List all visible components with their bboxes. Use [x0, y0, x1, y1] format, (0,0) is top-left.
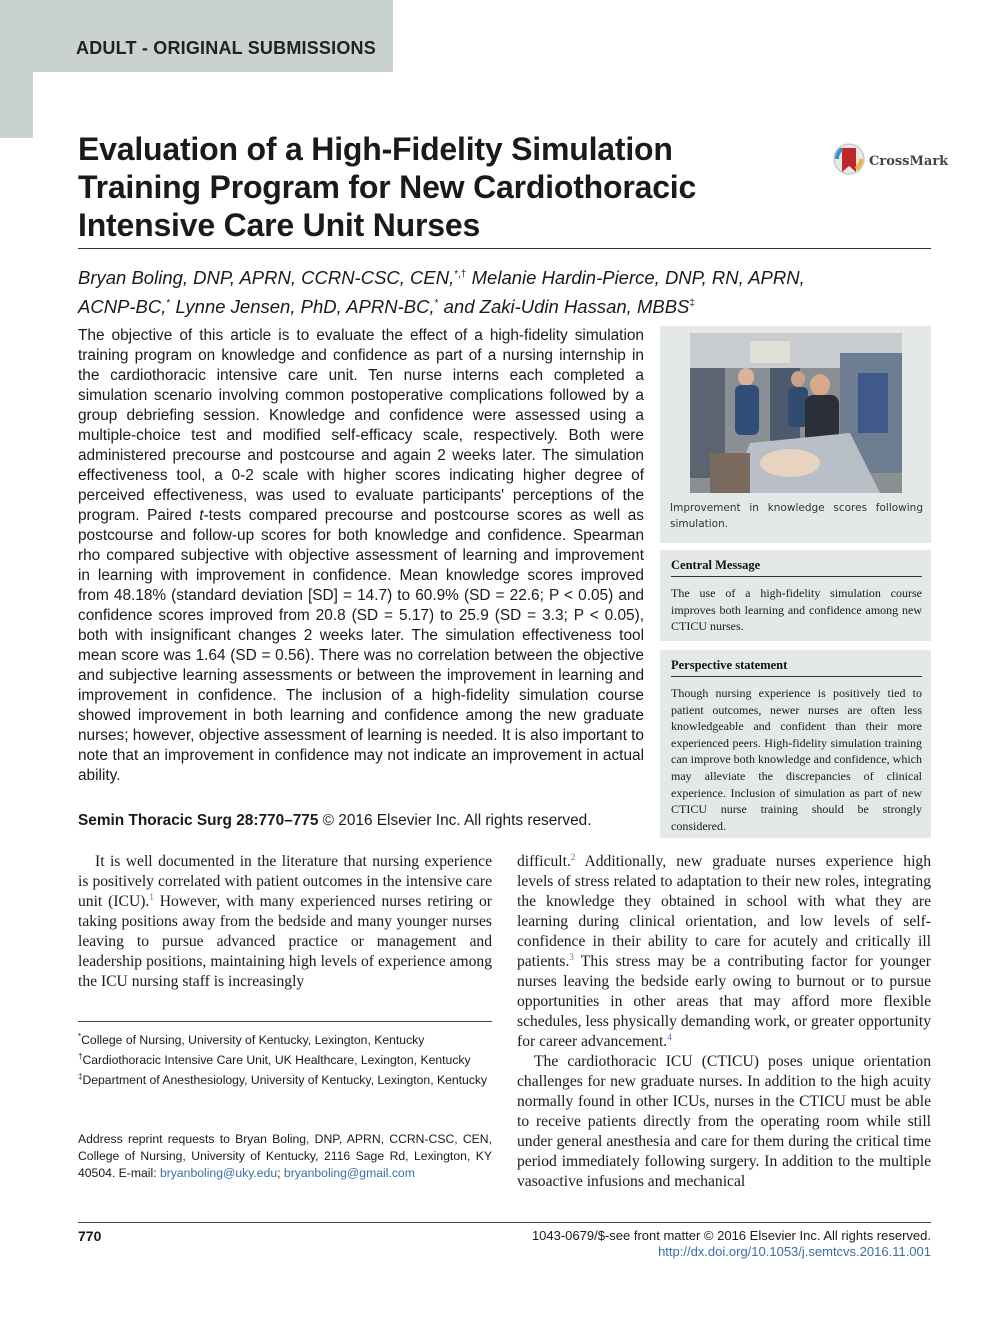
section-tab — [0, 72, 33, 138]
section-banner — [0, 0, 393, 72]
abstract — [78, 326, 644, 786]
title-line-1: Evaluation of a High-Fidelity Simulation — [78, 131, 673, 167]
doi-link[interactable]: http://dx.doi.org/10.1053/j.semtcvs.2016.11.001 — [658, 1244, 931, 1259]
abstract-part-2: -tests compared precourse and postcourse scores as well as postcourse and follow-up scores for both knowledge and confidence. Spearman rho compared subjective with objective assessment of learning and improvement in learning with improvement in confidence. Mean knowledge scores improved from 48.18% (standard deviation [SD] = 14.7) to 60.9% (SD = 22.6; P < 0.05) and confidence scores improved from 20.8 (SD = 5.17) to 25.9 (SD = 3.3; P < 0.05), both with insignificant changes 2 weeks later. The simulation effectiveness tool mean score was 1.64 (SD = 0.56). There was no correlation between the objective and subjective learning assessments or between the improvement in learning and improvement in confidence. The inclusion of a high-fidelity simulation course showed improvement in both learning and confidence among the new graduate nurses; however, objective assessment of learning is needed. It is also important to note that an improvement in confidence may not indicate an improvement in actual ability. — [78, 507, 644, 784]
crossmark-badge[interactable] — [833, 142, 948, 180]
journal-citation — [78, 812, 592, 830]
title-line-3: Intensive Care Unit Nurses — [78, 207, 481, 243]
crossmark-icon — [833, 142, 865, 180]
body-paragraph — [78, 852, 492, 992]
copyright-notice: 1043-0679/$-see front matter © 2016 Elsevier Inc. All rights reserved. — [531, 1228, 931, 1243]
article-title — [78, 130, 778, 244]
author-hassan: and Zaki-Udin Hassan, MBBS — [438, 296, 690, 318]
figure-caption: Improvement in knowledge scores following simulation. — [670, 502, 923, 530]
affiliation-text: Cardiothoracic Intensive Care Unit, UK Healthcare, Lexington, Kentucky — [82, 1052, 471, 1067]
author-boling: Bryan Boling, DNP, APRN, CCRN-CSC, CEN, — [78, 267, 455, 289]
perspective-statement-box — [660, 650, 931, 838]
section-label: ADULT - ORIGINAL SUBMISSIONS — [76, 38, 376, 58]
author-hardin-pierce-cont: ACNP-BC, — [78, 296, 167, 318]
footnote-divider — [78, 1021, 492, 1022]
body-text: However, with many experienced nurses retiring or taking positions away from the bedside and many younger nurses leaving to pursue advanced practice or management and leadership positions, maintaining high levels of experience among the ICU nursing staff is increasingly — [78, 893, 493, 990]
body-paragraph: The cardiothoracic ICU (CTICU) poses unique orientation challenges for new graduate nurses. In addition to the high acuity normally found in other ICUs, nurses in the CTICU must be able to receive patients directly from the operating room while still under general anesthesia and care for them during the critical time period immediately following surgery. In addition to the multiple vasoactive infusions and mechanical — [517, 1053, 931, 1190]
affiliation-mark: † — [78, 1051, 83, 1061]
affiliation-mark: * — [78, 1032, 82, 1041]
author-hassan-marks: ‡ — [689, 298, 695, 310]
affiliation-text: College of Nursing, University of Kentucky, Lexington, Kentucky — [81, 1033, 425, 1048]
author-list — [78, 262, 933, 320]
abstract-part-1: The objective of this article is to evaluate the effect of a high-fidelity simulation training program on knowledge and confidence as part of a nursing internship in the cardiothoracic intensive care unit. Ten nurse interns each completed a simulation scenario involving common postoperative complications followed by a group debriefing session. Knowledge and confidence were assessed using a multiple-choice test and modified self-efficacy scale, respectively. Both were administered precourse and postcourse and again 2 weeks later. The simulation effectiveness tool, a 0-2 scale with higher scores indicating higher degree of perceived effectiveness, was used to evaluate participants' perceptions of the program. Paired — [78, 327, 644, 524]
crossmark-label: CrossMark — [869, 153, 949, 169]
citation-rights: © 2016 Elsevier Inc. All rights reserved. — [318, 812, 592, 829]
central-message-text: The use of a high-fidelity simulation course improves both learning and confidence among new CTICU nurses. — [671, 586, 922, 634]
perspective-text: Though nursing experience is positively tied to patient outcomes, newer nurses are often less knowledgeable and confident than their more experienced peers. High-fidelity simulation training can improve both knowledge and confidence, which may alleviate the discrepancies of clinical experience. Inclusion of simulation as part of new CTICU nurse training should be strongly considered. — [671, 686, 922, 833]
reference-link-2[interactable]: 2 — [570, 851, 576, 862]
body-text: Additionally, new graduate nurses experience high levels of stress related to adaptation to their new roles, integrating the knowledge they obtained in school with what they are learning during clinical orientation, and low levels of self-confidence in their ability to care for acutely and critically ill patients. — [517, 853, 931, 970]
reference-link-4[interactable]: 4 — [667, 1031, 672, 1042]
address-text: Address reprint requests to Bryan Boling, DNP, APRN, CCRN-CSC, CEN, College of Nursing, University of Kentucky, 2116 Sage Rd, Lexington, KY 40504. E-mail: — [78, 1132, 492, 1180]
abstract-t-italic: t — [199, 507, 204, 524]
author-jensen: Lynne Jensen, PhD, APRN-BC, — [170, 296, 435, 318]
affiliation-item — [78, 1069, 492, 1089]
email-link-gmail[interactable]: bryanboling@gmail.com — [283, 1165, 415, 1180]
page-number: 770 — [78, 1228, 102, 1244]
body-paragraph — [517, 852, 931, 1052]
body-column-left — [78, 852, 492, 992]
author-jensen-marks: * — [434, 298, 439, 310]
affiliation-text: Department of Anesthesiology, University of Kentucky, Lexington, Kentucky — [82, 1072, 488, 1087]
title-line-2: Training Program for New Cardiothoracic — [78, 169, 697, 205]
central-message-heading: Central Message — [671, 558, 922, 577]
author-hardin-pierce: Melanie Hardin-Pierce, DNP, RN, APRN, — [466, 267, 805, 289]
simulation-photo — [690, 333, 902, 493]
body-text: This stress may be a contributing factor for younger nurses leaving the bedside early owing to burnout or to pursue opportunities in other areas that may afford more flexible schedules, less physically demanding work, or greater opportunity for career advancement. — [517, 953, 931, 1050]
central-message-box — [660, 550, 931, 641]
perspective-heading: Perspective statement — [671, 658, 922, 677]
email-separator: ; — [277, 1165, 284, 1180]
author-hardin-pierce-marks: * — [166, 298, 171, 310]
citation-journal: Semin Thoracic Surg 28:770–775 — [78, 812, 319, 829]
email-link-uky[interactable]: bryanboling@uky.edu — [159, 1165, 278, 1180]
body-text: difficult. — [517, 853, 571, 870]
author-boling-marks: *,† — [454, 269, 467, 280]
affiliations — [78, 1029, 492, 1089]
affiliation-mark: ‡ — [78, 1071, 83, 1081]
body-text: It is well documented in the literature that nursing experience is positively correlated with patient outcomes in the intensive care unit (ICU). — [78, 853, 492, 910]
title-divider — [78, 248, 931, 249]
reference-link-1[interactable]: 1 — [149, 891, 154, 902]
body-column-right — [517, 852, 931, 1192]
affiliation-item — [78, 1049, 492, 1069]
simulation-photo-image — [690, 333, 902, 493]
reference-link-3[interactable]: 3 — [569, 951, 574, 962]
correspondence-address — [78, 1131, 492, 1181]
footer-divider — [78, 1222, 931, 1223]
affiliation-item — [78, 1029, 492, 1049]
